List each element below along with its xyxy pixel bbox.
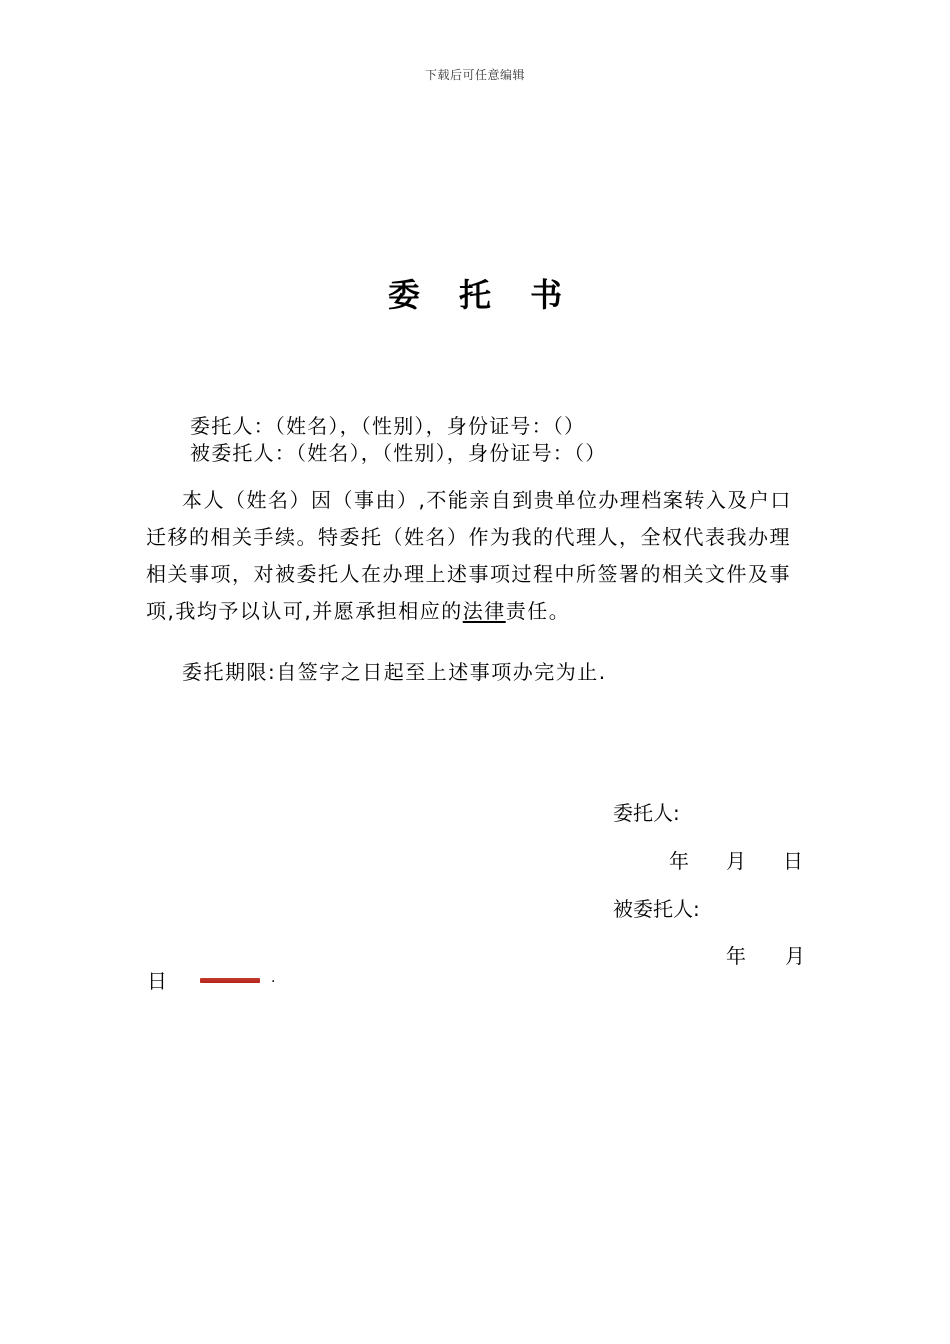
body-text: 本人（姓名）因（事由）,不能亲自到贵单位办理档案转入及户口迁移的相关手续。特委托（姓名）作为我的代理人，全权代表我办理相关事项，对被委托人在办理上述事项过程中所签署的相关文件及事项,我均予以认可,并愿承担相应的 [146, 488, 792, 623]
legal-word: 法律 [462, 599, 506, 623]
principal-date-month: 月 [726, 849, 746, 873]
principal-info-line: 委托人：（姓名），（性别），身份证号：（） [190, 414, 586, 438]
trailing-period: . [271, 970, 276, 986]
agent-date-day: 日 [147, 969, 167, 993]
body-text-end: 责任。 [505, 599, 571, 623]
body-paragraph [146, 482, 806, 630]
agent-date-year: 年 [726, 944, 746, 968]
agent-signature-label: 被委托人: [613, 897, 700, 921]
agent-date-month: 月 [785, 944, 805, 968]
principal-signature-label: 委托人: [613, 801, 680, 825]
document-title: 委 托 书 [387, 276, 577, 314]
header-note: 下载后可任意编辑 [424, 68, 525, 82]
term-line: 委托期限:自签字之日起至上述事项办完为止. [182, 660, 607, 684]
agent-info-line: 被委托人：（姓名），（性别），身份证号：（） [190, 441, 607, 465]
principal-date-year: 年 [669, 849, 689, 873]
principal-date-day: 日 [783, 849, 803, 873]
red-mark-bar [200, 978, 260, 983]
